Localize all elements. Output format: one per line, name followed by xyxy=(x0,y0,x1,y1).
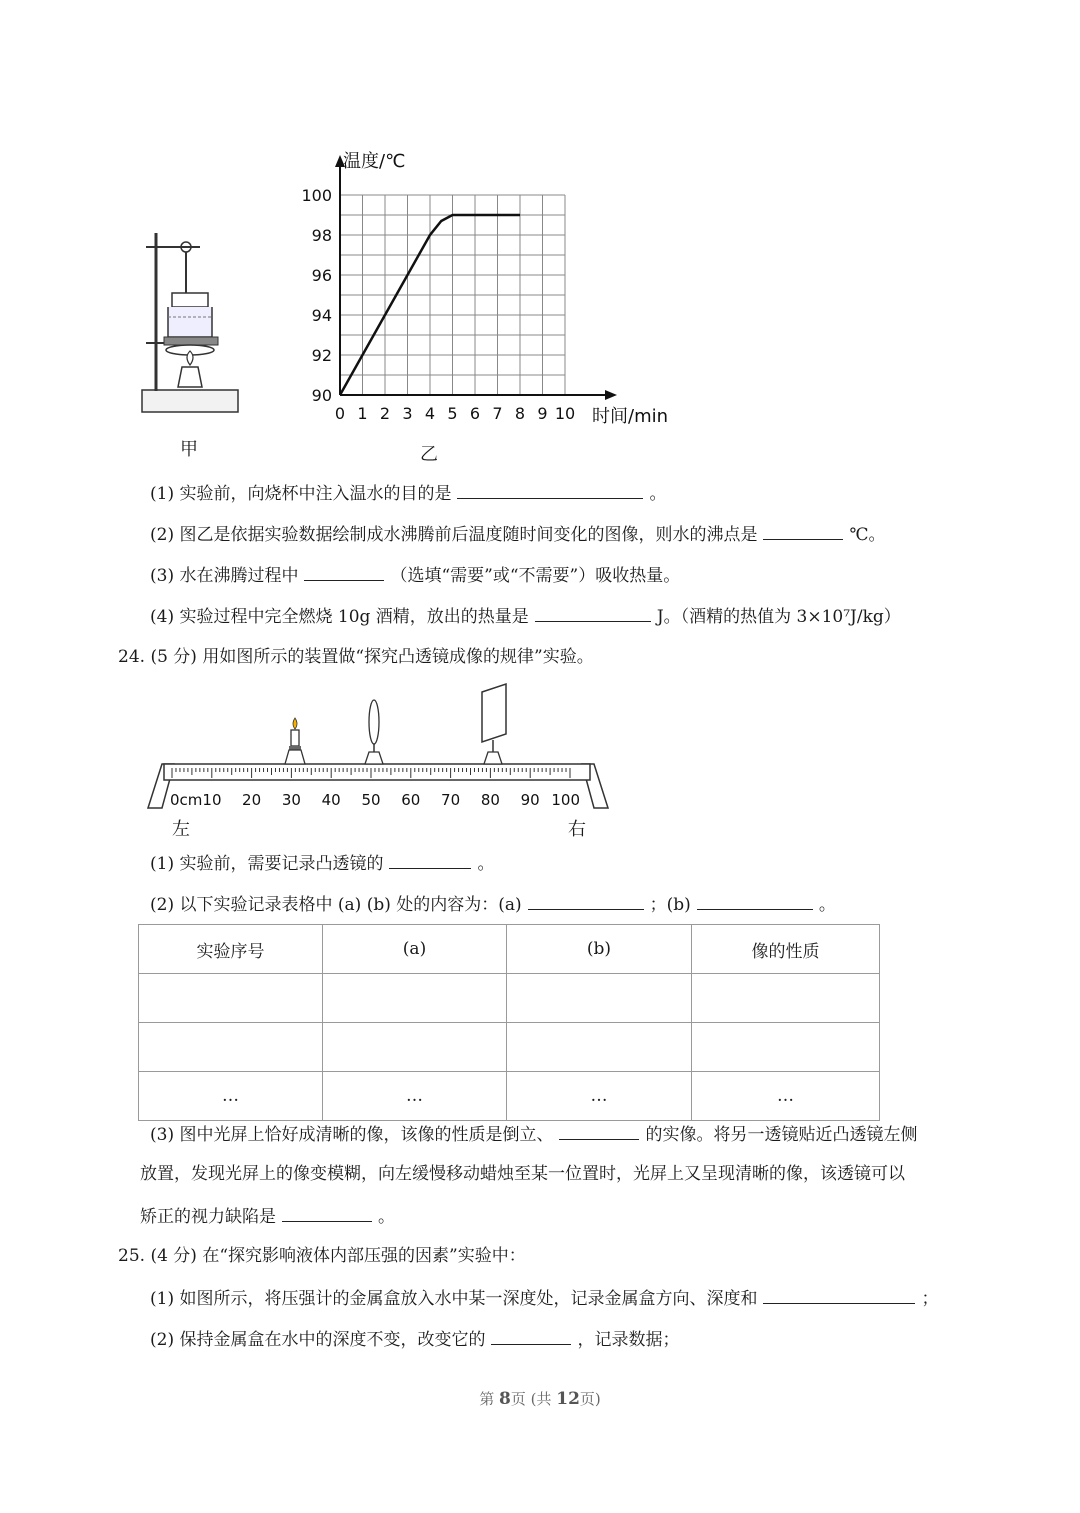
boiling-apparatus-figure xyxy=(138,225,248,420)
ruler-scale-label: 60 xyxy=(401,791,421,809)
bench-right-label: 右 xyxy=(568,819,586,840)
x-axis-label: 时间/min xyxy=(592,406,669,427)
x-tick-label: 7 xyxy=(492,404,503,423)
q24-blank1[interactable] xyxy=(389,850,471,869)
table-row xyxy=(139,1072,880,1121)
q23-blank1[interactable] xyxy=(457,480,643,499)
x-tick-label: 2 xyxy=(379,404,391,423)
chart-grid xyxy=(340,195,565,395)
experiment-record-table xyxy=(138,924,880,1121)
table-cell: … xyxy=(323,1072,507,1121)
ruler-scale-label: 70 xyxy=(441,791,461,809)
q24-blank-a[interactable] xyxy=(528,891,644,910)
x-tick-label: 4 xyxy=(424,404,436,423)
chart-axes xyxy=(335,155,617,400)
q24-blank-b[interactable] xyxy=(697,891,813,910)
q25-blank2[interactable] xyxy=(491,1326,571,1345)
ruler-scale-label: 40 xyxy=(321,791,341,809)
q24-part3-line3: 矫正的视力缺陷是 。 xyxy=(140,1203,395,1229)
page-number: 8 xyxy=(499,1389,511,1409)
ruler-scale-label: 0cm10 xyxy=(170,791,222,809)
y-tick-label: 98 xyxy=(311,226,332,245)
y-tick-label: 90 xyxy=(311,386,332,405)
q24-part1: (1) 实验前，需要记录凸透镜的 。 xyxy=(150,850,494,876)
table-cell: … xyxy=(507,1072,692,1121)
q23-part2: (2) 图乙是依据实验数据绘制成水沸腾前后温度随时间变化的图像，则水的沸点是 ℃。 xyxy=(150,521,886,547)
table-header: (b) xyxy=(507,925,692,974)
q23-blank2[interactable] xyxy=(763,521,843,540)
ruler-scale-label: 80 xyxy=(480,791,500,809)
page-footer: 第 8页 (共 12页) xyxy=(479,1389,601,1409)
table-cell: … xyxy=(692,1072,880,1121)
x-tick-label: 5 xyxy=(447,404,458,423)
q23-blank3[interactable] xyxy=(304,562,384,581)
table-header: (a) xyxy=(323,925,507,974)
ruler-scale-label: 100 xyxy=(551,791,580,809)
table-cell: … xyxy=(139,1072,323,1121)
bench-scale-labels xyxy=(170,791,580,809)
table-header: 像的性质 xyxy=(692,925,880,974)
x-tick-label: 8 xyxy=(514,404,526,423)
x-tick-label: 3 xyxy=(402,404,413,423)
x-tick-labels xyxy=(335,404,575,423)
q24-blank3[interactable] xyxy=(559,1121,639,1140)
temperature-time-chart xyxy=(295,145,685,445)
optical-bench-figure xyxy=(138,680,618,815)
x-axis-arrow xyxy=(605,390,617,400)
q25-title: 25. (4 分) 在“探究影响液体内部压强的因素”实验中： xyxy=(118,1246,526,1266)
table-header: 实验序号 xyxy=(139,925,323,974)
q23-part4: (4) 实验过程中完全燃烧 10g 酒精，放出的热量是 J。（酒精的热值为 3×10⁷J/kg） xyxy=(150,603,901,629)
q25-blank1[interactable] xyxy=(763,1285,915,1304)
bench-left-label: 左 xyxy=(172,819,190,840)
y-tick-labels xyxy=(301,186,332,405)
q23-blank4[interactable] xyxy=(535,603,651,622)
y-tick-label: 92 xyxy=(311,346,332,365)
y-tick-label: 100 xyxy=(301,186,332,205)
ruler-scale-label: 30 xyxy=(281,791,301,809)
figure-yi-label: 乙 xyxy=(420,444,438,465)
q24-title: 24. (5 分) 用如图所示的装置做“探究凸透镜成像的规律”实验。 xyxy=(118,647,594,667)
q24-part3-line2: 放置，发现光屏上的像变模糊，向左缓慢移动蜡烛至某一位置时，光屏上又呈现清晰的像，该透镜可以 xyxy=(140,1164,905,1184)
y-tick-label: 94 xyxy=(311,306,332,325)
ruler-scale-label: 90 xyxy=(520,791,540,809)
ruler-scale-label: 20 xyxy=(242,791,262,809)
x-tick-label: 6 xyxy=(469,404,481,423)
figure-jia-label: 甲 xyxy=(180,439,198,460)
x-tick-label: 10 xyxy=(554,404,576,423)
q24-blank4[interactable] xyxy=(282,1203,372,1222)
page-total: 12 xyxy=(556,1389,580,1409)
x-tick-label: 9 xyxy=(537,404,548,423)
light-screen xyxy=(482,684,506,764)
x-tick-label: 0 xyxy=(334,404,346,423)
q23-part1: (1) 实验前，向烧杯中注入温水的目的是 。 xyxy=(150,480,666,506)
table-row xyxy=(139,1023,880,1072)
table-row xyxy=(139,974,880,1023)
q25-part2: (2) 保持金属盒在水中的深度不变，改变它的 ，记录数据； xyxy=(150,1326,679,1352)
q23-part3: (3) 水在沸腾过程中 （选填“需要”或“不需要”）吸收热量。 xyxy=(150,562,680,588)
y-axis-label: 温度/℃ xyxy=(343,151,406,172)
ruler-scale-label: 50 xyxy=(361,791,381,809)
q25-part1: (1) 如图所示，将压强计的金属盒放入水中某一深度处，记录金属盒方向、深度和 ； xyxy=(150,1285,938,1311)
table-header-row xyxy=(139,925,880,974)
q24-part3-line1: (3) 图中光屏上恰好成清晰的像，该像的性质是倒立、 的实像。将另一透镜贴近凸透镜左侧 xyxy=(150,1121,917,1147)
y-tick-label: 96 xyxy=(311,266,332,285)
convex-lens xyxy=(365,700,383,764)
candle xyxy=(285,718,305,764)
x-tick-label: 1 xyxy=(357,404,368,423)
q24-part2: (2) 以下实验记录表格中 (a) (b) 处的内容为：(a) ；(b) 。 xyxy=(150,891,836,917)
